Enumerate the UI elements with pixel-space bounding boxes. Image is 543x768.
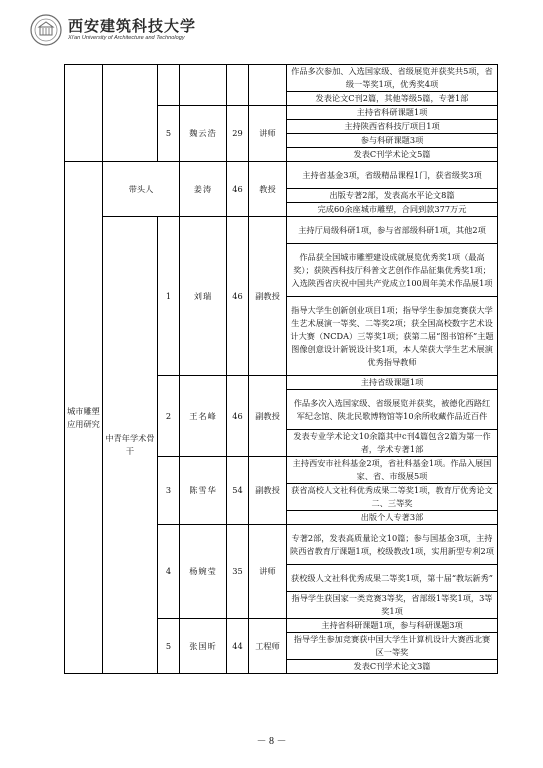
achievement-cell: 发表专业学术论文10余篇其中c刊4篇包含2篇为第一作者，学术专著1部	[287, 430, 498, 457]
achievement-cell: 指导学生参加竞赛获中国大学生计算机设计大赛西北赛区一等奖	[287, 633, 498, 660]
leader-role: 带头人	[103, 162, 180, 217]
page-number: － 8 －	[256, 736, 287, 747]
title-cell: 讲师	[249, 525, 287, 619]
name-cell: 杨婉莹	[180, 525, 227, 619]
no-cell: 1	[158, 217, 180, 376]
university-name-en: Xi'an University of Architecture and Technology	[68, 35, 185, 41]
title-cell: 教授	[249, 162, 287, 217]
table-row	[65, 65, 498, 92]
research-direction: 城市雕塑应用研究	[65, 162, 103, 674]
age-cell: 46	[227, 376, 249, 457]
achievement-cell: 获校级人文社科优秀成果二等奖1项，第十届“教坛新秀”	[287, 565, 498, 592]
no-cell	[158, 65, 180, 106]
backbone-role: 中青年学术骨干	[103, 217, 158, 674]
achievement-cell: 指导学生获国家一类竞赛3等奖，省部级1等奖1项，3等奖1项	[287, 592, 498, 619]
achievement-cell: 参与科研课题3项	[287, 134, 498, 148]
achievement-cell: 出版个人专著3部	[287, 511, 498, 525]
no-cell: 3	[158, 457, 180, 525]
name-cell	[180, 65, 227, 106]
no-cell: 5	[158, 106, 180, 162]
name-cell: 姜涛	[180, 162, 227, 217]
no-cell: 2	[158, 376, 180, 457]
research-team-table	[64, 64, 498, 674]
name-cell: 张国昕	[180, 619, 227, 674]
achievement-cell: 主持省级课题1项	[287, 376, 498, 390]
table-row	[65, 217, 498, 244]
name-cell: 王名峰	[180, 376, 227, 457]
title-cell: 副教授	[249, 457, 287, 525]
age-cell: 35	[227, 525, 249, 619]
achievement-cell: 发表论文C刊2篇，其他等级5篇，专著1部	[287, 92, 498, 106]
title-cell: 讲师	[249, 106, 287, 162]
achievement-cell: 出版专著2部，发表高水平论文8篇	[287, 189, 498, 203]
no-cell: 5	[158, 619, 180, 674]
name-cell: 魏云浩	[180, 106, 227, 162]
page-header	[0, 0, 543, 52]
name-cell: 陈雪华	[180, 457, 227, 525]
achievement-cell: 发表C刊学术论文5篇	[287, 148, 498, 162]
achievement-cell: 作品多次入选国家级、省级展览并获奖，被德化西路红军纪念馆、陕北民歌博物馆等10余所收藏作品近百件	[287, 390, 498, 430]
role-cell	[103, 65, 158, 162]
age-cell: 54	[227, 457, 249, 525]
title-cell	[249, 65, 287, 106]
name-cell: 刘瑞	[180, 217, 227, 376]
achievement-cell: 指导大学生创新创业项目1项；指导学生参加竞赛获大学生艺术展演一等奖、二等奖2项；获全国高校数字艺术设计大赛（NCDA）三等奖1项；获第二届“图书馆杯”主题图像创意设计新锐设计奖1项，本人荣获大学生艺术展演优秀指导教师	[287, 297, 498, 376]
achievement-cell: 获省高校人文社科优秀成果二等奖1项，教育厅优秀论文二、三等奖	[287, 484, 498, 511]
university-seal-icon	[30, 14, 62, 46]
no-cell: 4	[158, 525, 180, 619]
age-cell: 29	[227, 106, 249, 162]
achievement-cell: 完成60余座城市雕塑，合同到款377万元	[287, 203, 498, 217]
direction-cell	[65, 65, 103, 162]
university-name-cn: 西安建筑科技大学	[68, 17, 197, 35]
age-cell: 44	[227, 619, 249, 674]
title-cell: 工程师	[249, 619, 287, 674]
age-cell: 46	[227, 217, 249, 376]
achievement-cell: 主持陕西省科技厅项目1项	[287, 120, 498, 134]
title-cell: 副教授	[249, 376, 287, 457]
achievement-cell: 专著2部，发表高质量论文10篇；参与国基金3项，主持陕西省教育厅课题1项，校级教改1项，实用新型专利2项	[287, 525, 498, 565]
table-row	[65, 162, 498, 189]
achievement-cell: 主持省科研课题1项，参与科研课题3项	[287, 619, 498, 633]
achievement-cell: 主持省科研课题1项	[287, 106, 498, 120]
achievement-cell: 发表C刊学术论文3篇	[287, 660, 498, 674]
achievement-cell: 作品多次参加、入选国家级、省级展览并获奖共5项，省级一等奖1项，优秀奖4项	[287, 65, 498, 92]
age-cell: 46	[227, 162, 249, 217]
achievement-cell: 主持省基金3项，省级精品课程1门，获省级奖3项	[287, 162, 498, 189]
achievement-cell: 主持西安市社科基金2项，省社科基金1项。作品入展国家、省、市级展5项	[287, 457, 498, 484]
achievement-cell: 作品获全国城市雕塑建设成就展览优秀奖1项（最高奖）；获陕西科技厅科普文艺创作作品征集优秀奖1项；入选陕西省庆祝中国共产党成立100周年美术作品展1项	[287, 244, 498, 297]
age-cell	[227, 65, 249, 106]
title-cell: 副教授	[249, 217, 287, 376]
achievement-cell: 主持厅局级科研1项，参与省部级科研1项，其他2项	[287, 217, 498, 244]
